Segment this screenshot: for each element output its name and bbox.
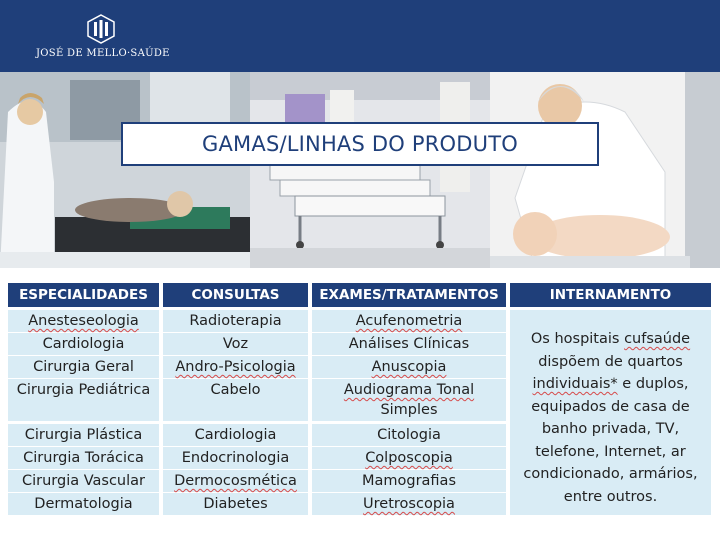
jose-de-mello-saude-logo-icon [86, 14, 116, 44]
exame-cell-multiline [312, 379, 506, 421]
consulta-text: Dermocosmética [174, 473, 297, 489]
title-banner [121, 122, 599, 166]
especialidade-cell: Cirurgia Geral [8, 356, 159, 378]
especialidade-cell [8, 310, 159, 332]
patient-exam-photo [0, 72, 250, 268]
brand-name: JOSÉ DE MELLO·SAÚDE [36, 48, 170, 59]
column-header-especialidades: ESPECIALIDADES [8, 283, 159, 307]
consulta-cell [163, 356, 308, 378]
internamento-line: entre outros. [563, 488, 658, 505]
especialidade-cell: Cirurgia Vascular [8, 470, 159, 492]
consulta-cell: Diabetes [163, 493, 308, 515]
exame-cell: Citologia [312, 424, 506, 446]
especialidade-cell: Cirurgia Pediátrica [8, 379, 159, 421]
especialidade-cell: Dermatologia [8, 493, 159, 515]
internamento-line: Os hospitais cufsaúde [530, 331, 691, 347]
consulta-cell: Cardiologia [163, 424, 308, 446]
internamento-line: individuais* e duplos, [532, 376, 689, 392]
company-logo [36, 10, 170, 66]
exame-text: Uretroscopia [363, 496, 455, 512]
exame-cell [312, 310, 506, 332]
consulta-text: Andro-Psicologia [175, 359, 296, 375]
internamento-line: telefone, Internet, ar [535, 443, 686, 460]
doctor-baby-photo [490, 72, 720, 268]
internamento-line: banho privada, TV, [541, 421, 680, 437]
especialidade-cell: Cirurgia Plástica [8, 424, 159, 446]
exame-text: Acufenometria [355, 313, 463, 329]
especialidade-cell: Cirurgia Torácica [8, 447, 159, 469]
consulta-cell: Cabelo [163, 379, 308, 421]
column-header-internamento: INTERNAMENTO [510, 283, 711, 307]
page-title: GAMAS/LINHAS DO PRODUTO [202, 132, 518, 156]
consulta-cell: Radioterapia [163, 310, 308, 332]
header-bar [0, 0, 720, 72]
exame-cell [312, 447, 506, 469]
especialidade-text: Anesteseologia [28, 313, 139, 329]
exame-cell [312, 356, 506, 378]
column-header-consultas: CONSULTAS [163, 283, 308, 307]
exame-cell: Mamografias [312, 470, 506, 492]
hospital-ward-photo [250, 72, 490, 268]
product-lines-table [8, 283, 711, 515]
exame-cell [312, 493, 506, 515]
consulta-cell: Voz [163, 333, 308, 355]
exame-text: Simples [380, 402, 438, 418]
exame-cell: Análises Clínicas [312, 333, 506, 355]
consulta-cell: Endocrinologia [163, 447, 308, 469]
internamento-line: condicionado, armários, [523, 466, 698, 482]
internamento-description [510, 310, 711, 515]
exame-text: Audiograma Tonal [343, 382, 475, 398]
hero-photo-collage [0, 72, 720, 268]
exame-text: Anuscopia [371, 359, 447, 375]
internamento-line: dispõem de quartos [538, 353, 683, 370]
exame-text: Colposcopia [365, 450, 453, 466]
especialidade-cell: Cardiologia [8, 333, 159, 355]
internamento-line: equipados de casa de [531, 398, 690, 415]
consulta-cell [163, 470, 308, 492]
column-header-exames: EXAMES/TRATAMENTOS [312, 283, 506, 307]
